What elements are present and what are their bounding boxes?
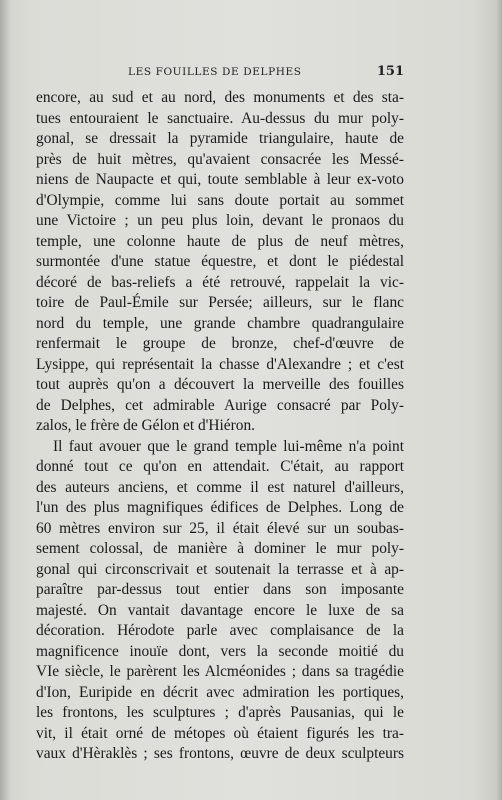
text-line: 60 mètres environ sur 25, il était élevé sur un soubas- bbox=[36, 519, 404, 537]
text-line: vit, il était orné de métopes où étaient figurés les tra- bbox=[36, 724, 404, 742]
text-line: zalos, le frère de Gélon et d'Hiéron. bbox=[36, 417, 256, 434]
text-line: d'Olympie, comme lui sans doute portait au sommet bbox=[36, 191, 404, 209]
text-line: Il faut avouer que le grand temple lui-même n'a point bbox=[53, 437, 404, 455]
text-line: une Victoire ; un peu plus loin, devant le pronaos du bbox=[36, 212, 404, 229]
text-line: gonal, se dressait la pyramide triangulaire, haute de bbox=[36, 130, 404, 147]
text-line: décoration. Hérodote parle avec complaisance de la bbox=[36, 622, 404, 639]
text-line: de Delphes, cet admirable Aurige consacré par Poly- bbox=[36, 396, 404, 414]
text-line: magnificence inouïe dont, vers la seconde moitié du bbox=[36, 642, 404, 660]
text-line: majesté. On vantait davantage encore le luxe de sa bbox=[36, 601, 404, 619]
text-line: l'un des plus magnifiques édifices de Delphes. Long de bbox=[36, 499, 404, 516]
text-line: vaux d'Hèraklès ; ses frontons, œuvre de deux sculpteurs bbox=[36, 745, 404, 762]
text-line: d'Ion, Euripide en décrit avec admiration les portiques, bbox=[36, 683, 404, 701]
text-line: toire de Paul-Émile sur Persée; ailleurs, sur le flanc bbox=[36, 294, 404, 311]
text-line: renfermait le groupe de bronze, chef-d'œuvre de bbox=[36, 335, 404, 352]
page-edge-shadow bbox=[496, 0, 502, 800]
page-header bbox=[36, 64, 404, 84]
text-line: paraître par-dessus tout entier dans son imposante bbox=[36, 581, 404, 598]
text-line: tues entouraient le sanctuaire. Au-dessus du mur poly- bbox=[36, 109, 404, 127]
text-line: des auteurs anciens, et comme il est naturel d'ailleurs, bbox=[36, 478, 404, 496]
binding-gutter-shadow bbox=[0, 0, 10, 800]
text-line: niens de Naupacte et qui, toute semblable à leur ex-voto bbox=[36, 171, 404, 188]
text-line: VIe siècle, le parèrent les Alcméonides ; dans sa tragédie bbox=[36, 663, 404, 680]
text-line: temple, une colonne haute de plus de neuf mètres, bbox=[36, 232, 404, 250]
text-line: sement colossal, de manière à dominer le mur poly- bbox=[36, 540, 404, 557]
text-line: donné tout ce qu'on en attendait. C'était, au rapport bbox=[36, 458, 404, 475]
text-line: décoré de bas-reliefs a été retrouvé, rappelait la vic- bbox=[36, 273, 404, 291]
page-number: 151 bbox=[376, 64, 404, 79]
text-line: tout auprès qu'on a découvert la merveille des fouilles bbox=[36, 376, 404, 393]
text-line: les frontons, les sculptures ; d'après Pausanias, qui le bbox=[36, 704, 404, 721]
text-line: encore, au sud et au nord, des monuments et des sta- bbox=[36, 89, 404, 106]
body-text bbox=[36, 88, 404, 765]
text-line: surmontée d'une statue équestre, et dont le piédestal bbox=[36, 253, 404, 270]
text-line: Lysippe, qui représentait la chasse d'Alexandre ; et c'est bbox=[36, 355, 404, 373]
text-line: gonal qui circonscrivait et soutenait la terrasse et à ap- bbox=[36, 560, 404, 578]
running-head: LES FOUILLES DE DELPHES bbox=[128, 66, 302, 78]
text-line: près de huit mètres, qu'avaient consacrée les Messé- bbox=[36, 150, 404, 168]
text-line: nord du temple, une grande chambre quadrangulaire bbox=[36, 314, 404, 332]
